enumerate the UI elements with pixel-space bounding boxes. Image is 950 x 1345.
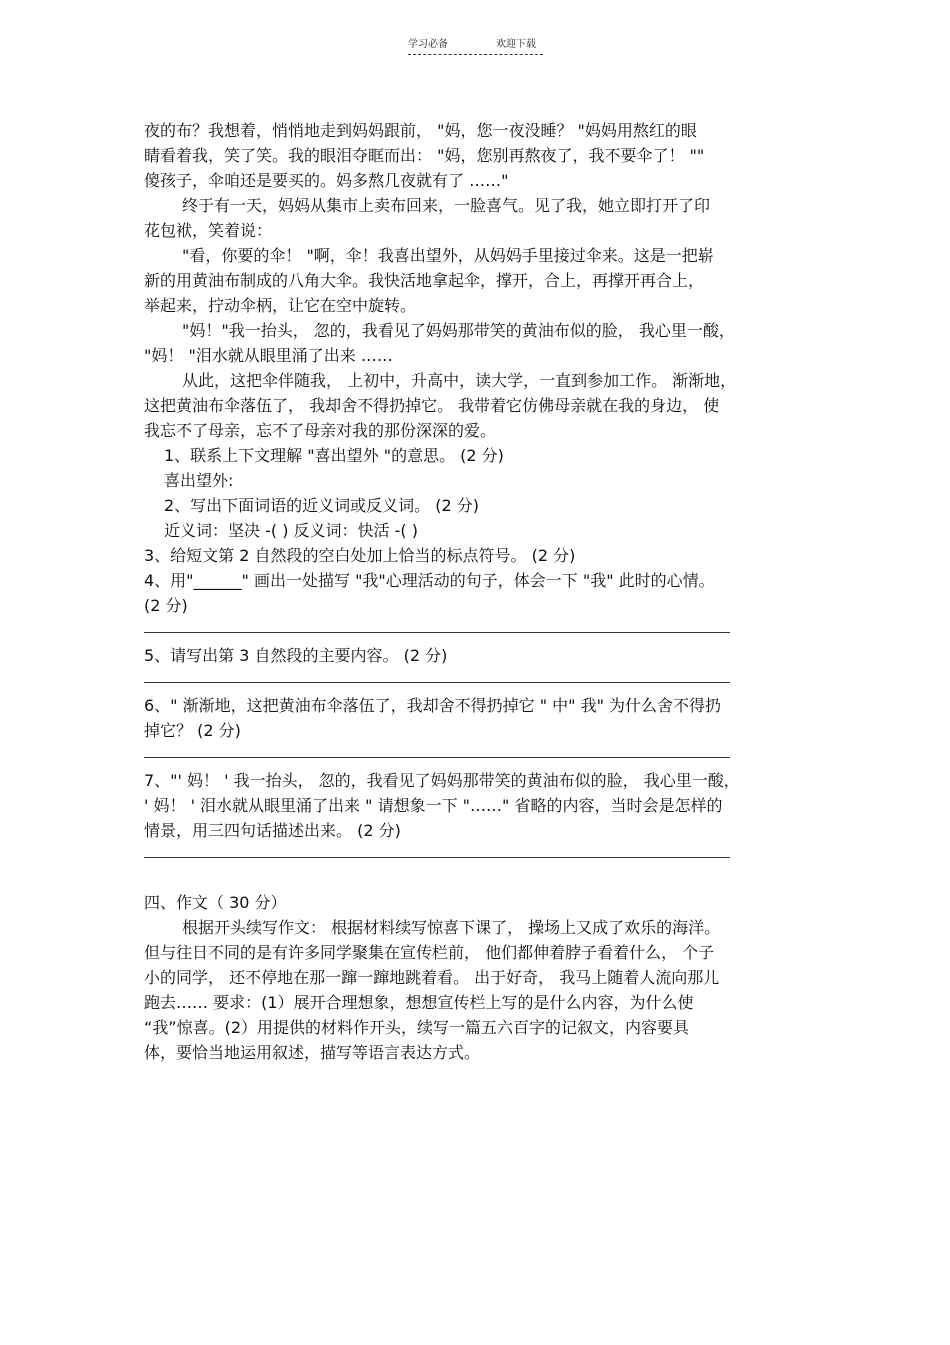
question-7-cont: ' 妈！ ' 泪水就从眼里涌了出来 " 请想象一下 "……" 省略的内容，当时会是怎样的 xyxy=(144,796,723,815)
story-line: 终于有一天，妈妈从集市上卖布回来，一脸喜气。见了我，她立即打开了印 xyxy=(182,196,711,215)
document-body xyxy=(144,118,814,1065)
composition-line: 但与往日不同的是有许多同学聚集在宣传栏前， 他们都伸着脖子看着什么， 个子 xyxy=(144,943,715,962)
composition-line: 小的同学， 还不停地在那一蹿一蹿地跳着看。 出于好奇， 我马上随着人流向那儿 xyxy=(144,968,720,987)
question-2-answer: 近义词：坚决 -( ) 反义词：快活 -( ) xyxy=(164,521,418,540)
question-5: 5、请写出第 3 自然段的主要内容。 (2 分) xyxy=(144,646,448,665)
story-line: "看，你要的伞！ "啊，伞！我喜出望外，从妈妈手里接过伞来。这是一把崭 xyxy=(182,246,714,265)
story-line: 花包袱，笑着说： xyxy=(144,221,273,240)
header-right-text: 欢迎下载 xyxy=(496,39,536,50)
story-line: 这把黄油布伞落伍了， 我却舍不得扔掉它。 我带着它仿佛母亲就在我的身边， 使 xyxy=(144,396,720,415)
story-line: 我忘不了母亲，忘不了母亲对我的那份深深的爱。 xyxy=(144,421,497,440)
question-7-cont: 情景，用三四句话描述出来。 (2 分) xyxy=(144,821,401,840)
question-7: 7、"' 妈！ ' 我一抬头， 忽的，我看见了妈妈那带笑的黄油布似的脸， 我心里一酸， xyxy=(144,771,740,790)
story-line: 举起来，拧动伞柄，让它在空中旋转。 xyxy=(144,296,417,315)
header-dashed-rule xyxy=(408,54,543,55)
question-1: 1、联系上下文理解 "喜出望外 "的意思。 (2 分) xyxy=(164,446,504,465)
question-6: 6、" 渐渐地，这把黄油布伞落伍了，我却舍不得扔掉它 " 中" 我" 为什么舍不得扔 xyxy=(144,696,722,715)
question-2: 2、写出下面词语的近义词或反义词。 (2 分) xyxy=(164,496,480,515)
story-line: 从此，这把伞伴随我， 上初中，升高中，读大学，一直到参加工作。 渐渐地， xyxy=(182,371,737,390)
answer-line[interactable] xyxy=(144,668,814,693)
question-4: 4、用"______" 画出一处描写 "我"心理活动的句子，体会一下 "我" 此时的心情。 xyxy=(144,571,715,590)
header-left-text: 学习必备 xyxy=(408,39,448,50)
story-line: 睛看着我，笑了笑。我的眼泪夺眶而出： "妈，您别再熬夜了，我不要伞了！ "" xyxy=(144,146,705,165)
page-header xyxy=(408,38,543,58)
composition-line: 根据开头续写作文： 根据材料续写惊喜下课了， 操场上又成了欢乐的海洋。 xyxy=(182,918,721,937)
answer-line[interactable] xyxy=(144,618,814,643)
answer-line[interactable] xyxy=(144,743,814,768)
story-line: 傻孩子，伞咱还是要买的。妈多熬几夜就有了 ……" xyxy=(144,171,509,190)
question-4-score: (2 分) xyxy=(144,596,188,615)
composition-line: 体，要恰当地运用叙述，描写等语言表达方式。 xyxy=(144,1043,481,1062)
story-line: 新的用黄油布制成的八角大伞。我快活地拿起伞，撑开，合上，再撑开再合上， xyxy=(144,271,705,290)
question-6-cont: 掉它？ (2 分) xyxy=(144,721,241,740)
composition-title: 四、作文（ 30 分） xyxy=(144,893,287,912)
question-3: 3、给短文第 2 自然段的空白处加上恰当的标点符号。 (2 分) xyxy=(144,546,576,565)
question-1-answer: 喜出望外: xyxy=(164,471,234,490)
story-line: "妈！ "泪水就从眼里涌了出来 …… xyxy=(144,346,393,365)
story-line: "妈！"我一抬头， 忽的，我看见了妈妈那带笑的黄油布似的脸， 我心里一酸， xyxy=(182,321,735,340)
composition-line: “我”惊喜。(2）用提供的材料作开头，续写一篇五六百字的记叙文，内容要具 xyxy=(144,1018,690,1037)
composition-line: 跑去…… 要求：(1）展开合理想象，想想宣传栏上写的是什么内容，为什么使 xyxy=(144,993,694,1012)
section-gap xyxy=(144,868,814,890)
story-line: 夜的布？我想着，悄悄地走到妈妈跟前， "妈，您一夜没睡？ "妈妈用熬红的眼 xyxy=(144,121,697,140)
answer-line[interactable] xyxy=(144,843,814,868)
